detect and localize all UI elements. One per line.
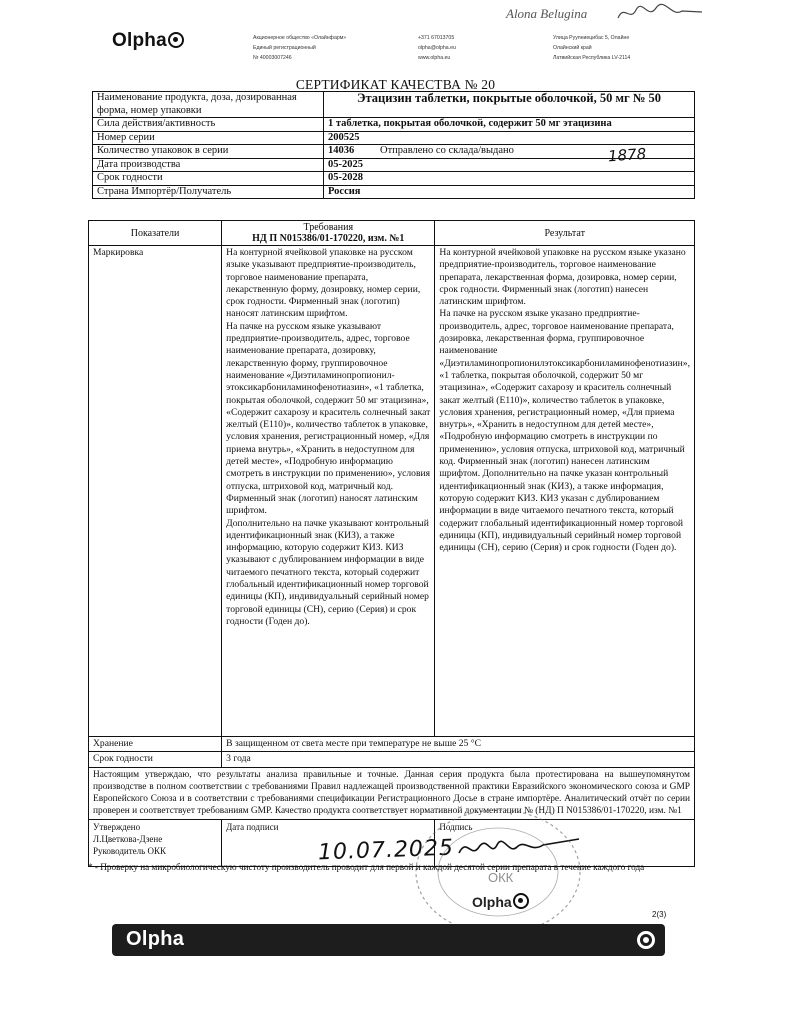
marking-result: На контурной ячейковой упаковке на русском языке указано предприятие-производитель, торговое наименование препарата, лекарственная форма, дозировка, номер серии, срок годности. Фирменный знак (логотип) нанесен латинским шрифтом. На пачке на русском языке указано предприятие-производитель, адрес, торговое наименование препарата, дозировка, лекарственная форма, группировочное наименование «Диэтиламинопропионилэтоксикарбониламинофенотиазин», «1 таблетка, покрытая оболочкой, содержит 50 мг этацизина», «Содержит сахарозу и краситель солнечный закат желтый (Е110)», количество таблеток в упаковке, условия хранения, регистрационный номер, «Для приема внутрь», «Хранить в недоступном для детей месте», «Подробную информацию смотреть в инструкции по применению», условия отпуска, штриховой код, матричный код. Фирменный знак (логотип) нанесен латинским шрифтом. Дополнительно на пачке указан контрольный идентификационный знак (КИЗ), а также информация, которую содержит КИЗ. КИЗ указан с дублированием информации в виде читаемого печатного текста, который содержит глобальный идентификационный номер торговой единицы (КП), индивидуальный серийный номер торговой единицы (СН), серию (Серия) и срок годности (Годен до).	[435, 246, 695, 737]
header-line: Олайнский край	[553, 45, 592, 51]
stamp-logo-mark-icon	[513, 893, 529, 909]
page-number: 2(3)	[652, 910, 667, 919]
shipped-label: Отправлено со склада/выдано	[380, 145, 514, 156]
info-row	[93, 185, 695, 199]
header-company-info	[253, 33, 403, 63]
importer-country: Россия	[324, 185, 695, 199]
handwritten-signature-date: 10.07.2025	[317, 835, 455, 866]
signature-scribble-icon	[506, 2, 746, 26]
table-row-marking	[89, 246, 695, 737]
quality-table	[88, 220, 695, 867]
info-key: Дата производства	[93, 158, 324, 172]
table-header-row	[89, 221, 695, 246]
header-phone: +371 67013705	[418, 35, 455, 41]
header-address	[553, 33, 703, 63]
package-count: 14036	[328, 145, 355, 156]
handwritten-count: 1878	[607, 144, 647, 166]
header-line: Улица Руупниецибас 5, Олайне	[553, 35, 630, 41]
conclusion-text: Настоящим утверждаю, что результаты анализа правильные и точные. Данная серия продукта была протестирована на вышеупомянутом производстве в полном соответствии с требованиями Правил надлежащей производственной практики Евразийского экономического союза и GMP Европейского Союза и в соответствии с требованиями спецификации Регистрационного Досье в стране импортёре. Аналитический отчёт по серии проверен и соответствует требованиям GMP. Качество продукта соответствует нормативной документации № (НД) П N015386/01-170220, изм. №1	[89, 767, 695, 819]
info-key: Срок годности	[93, 172, 324, 186]
company-logo	[112, 30, 184, 52]
info-row	[93, 158, 695, 172]
shelf-life-value: 3 года	[222, 752, 695, 767]
top-signature-name: Alona Belugina	[506, 6, 588, 21]
storage-label: Хранение	[89, 737, 222, 752]
header-contacts	[418, 33, 538, 63]
info-row	[93, 118, 695, 132]
signature-label: Подпись	[439, 821, 473, 832]
header-line: Nr 40003007246	[253, 55, 292, 61]
requirements-label: Требования	[303, 222, 354, 233]
info-key: Количество упаковок в серии	[93, 145, 324, 159]
info-key: Сила действия/активность	[93, 118, 324, 132]
approver-role: Руководитель ОКК	[93, 846, 167, 857]
expiry-date: 05-2028	[324, 172, 695, 186]
storage-value: В защищенном от света месте при температуре не выше 25 °С	[222, 737, 695, 752]
table-row-storage	[89, 737, 695, 752]
column-header-result: Результат	[435, 221, 695, 246]
bottom-brand-bar	[112, 924, 665, 956]
info-key: Наименование продукта, доза, дозированная форма, номер упаковки	[93, 92, 324, 118]
info-row	[93, 92, 695, 118]
product-name: Этацизин таблетки, покрытые оболочкой, 50 мг № 50	[324, 92, 695, 118]
date-label: Дата подписи	[226, 821, 279, 832]
column-header-indicators: Показатели	[89, 221, 222, 246]
document-title: СЕРТИФИКАТ КАЧЕСТВА № 20	[295, 77, 496, 92]
header-line: Латвийская Республика LV-2114	[553, 55, 631, 61]
header-email: olpha@olpha.eu	[418, 45, 456, 51]
batch-number: 200525	[324, 131, 695, 145]
footnote: * - Проверку на микробиологическую чистоту производитель проводит для первой и каждой десятой серии препарата в течение каждого года	[88, 862, 645, 872]
requirements-doc: НД П N015386/01-170220, изм. №1	[252, 233, 405, 244]
stamp-logo	[472, 893, 529, 910]
approved-label: Утверждено	[93, 821, 141, 832]
product-info-table	[92, 91, 695, 199]
approver-name: Л.Цветкова-Дзене	[93, 834, 163, 845]
stamp-logo-text: Olpha	[472, 894, 512, 910]
marking-requirement: На контурной ячейковой упаковке на русском языке указывают предприятие-производитель, торговое наименование препарата, лекарственную форму, дозировку, номер серии, срок годности. Фирменный знак (логотип) наносят латинским шрифтом. На пачке на русском языке указывают предприятие-производитель, адрес, торговое наименование препарата, дозировку, лекарственную форму, группировочное наименование «Диэтиламинопропионил-этоксикарбониламинофенотиазин», «1 таблетка, покрытая оболочкой, содержит 50 мг этацизина», «Содержит сахарозу и краситель солнечный закат желтый (Е110)», количество таблеток в упаковке, условия хранения, регистрационный номер, «Для приема внутрь», «Хранить в недоступном для детей месте», «Подробную информацию смотреть в инструкции по применению», условия отпуска, штриховой код, матричный код. Фирменный знак (логотип) наносят латинским шрифтом. Дополнительно на пачке указывают контрольный идентификационный знак (КИЗ), а также информацию, которую содержит КИЗ. КИЗ указывают с дублированием информации в виде читаемого печатного текста, который содержит глобальный идентификационный номер торговой единицы (КП), индивидуальный серийный номер торговой единицы (СН), серию (Серия) и срок годности (Годен до).	[222, 246, 435, 737]
info-row	[93, 172, 695, 186]
shelf-life-label: Срок годности	[89, 752, 222, 767]
header-website: www.olpha.eu	[418, 55, 451, 61]
info-value: 1 таблетка, покрытая оболочкой, содержит 50 мг этацизина	[324, 118, 695, 132]
column-header-requirements	[222, 221, 435, 246]
header-line: Акционерное общество «Олайнфарм»	[253, 35, 347, 41]
info-key: Номер серии	[93, 131, 324, 145]
top-signature	[506, 2, 746, 26]
production-date: 05-2025	[324, 158, 695, 172]
logo-mark-icon	[168, 32, 184, 48]
info-row	[93, 145, 695, 159]
company-logo-text: Olpha	[112, 30, 167, 51]
stamp-text: ОКК	[488, 870, 514, 885]
info-row	[93, 131, 695, 145]
header-line: Единый регистрационный	[253, 45, 316, 51]
bottom-logo-text: Olpha	[126, 928, 185, 950]
table-row-shelf-life	[89, 752, 695, 767]
olpha-mark-icon	[637, 931, 655, 949]
marking-label: Маркировка	[89, 246, 222, 737]
approval-cell	[89, 819, 222, 867]
info-key: Страна Импортёр/Получатель	[93, 185, 324, 199]
